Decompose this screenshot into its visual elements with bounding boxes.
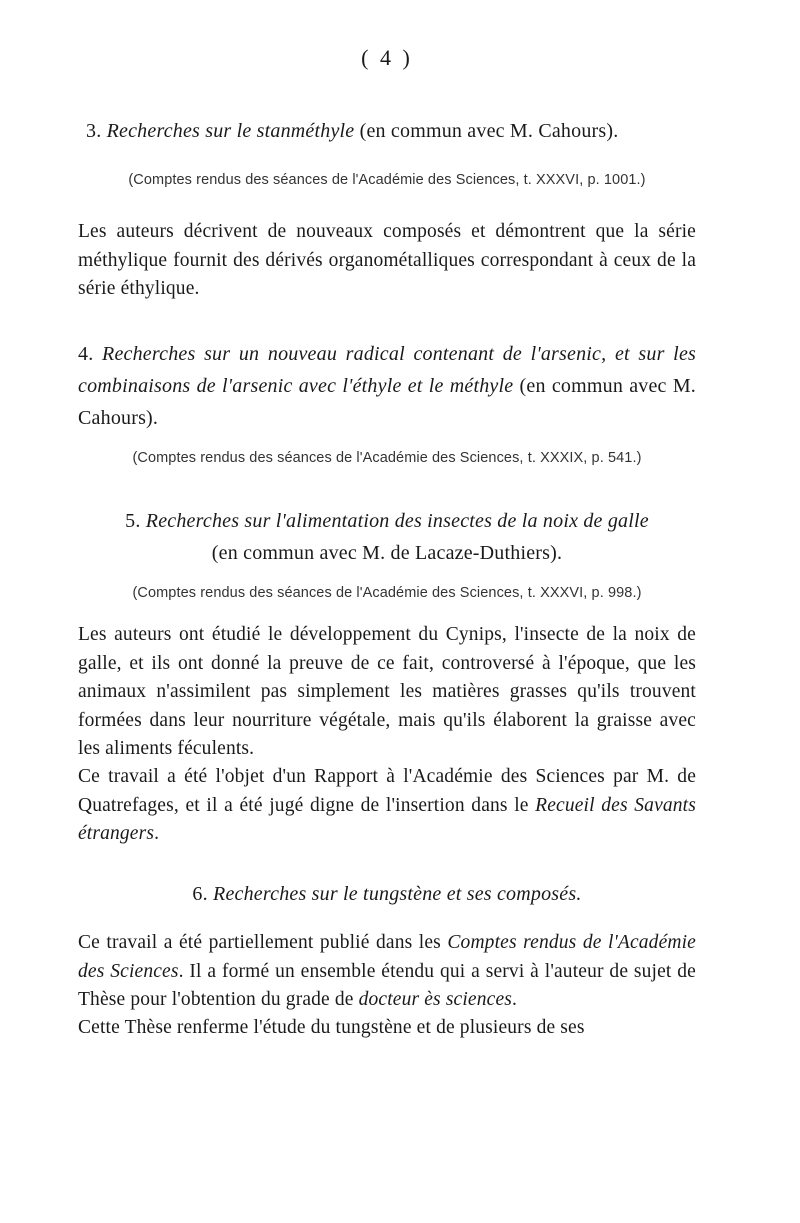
- document-page: [78, 0, 696, 1223]
- item-5-heading: [78, 505, 696, 569]
- item-6-description-2: Cette Thèse renferme l'étude du tungstène et de plusieurs de ses: [78, 1017, 585, 1038]
- item-3-title: Recherches sur le stanméthyle: [106, 120, 355, 142]
- item-6-description-c: .: [512, 989, 518, 1010]
- item-5-description-2-end: .: [154, 823, 160, 844]
- item-6-description-b: . Il a formé un ensemble étendu qui a servi à l'auteur de sujet de Thèse pour l'obtention du grade de: [78, 960, 696, 1010]
- item-5-description-2-text: Ce travail a été l'objet d'un Rapport à l'Académie des Sciences par M. de Quatrefages, et il a été jugé digne de l'insertion dans le: [78, 766, 696, 816]
- item-6-title: Recherches sur le tungstène et ses composés.: [213, 883, 582, 905]
- item-6-description: [78, 929, 696, 1015]
- item-5-description-2: [78, 763, 696, 849]
- item-4-heading: [78, 338, 696, 434]
- item-4-number: 4.: [78, 343, 94, 365]
- item-3-number: 3.: [86, 120, 102, 142]
- item-5-title: Recherches sur l'alimentation des insectes de la noix de galle: [145, 510, 649, 532]
- item-4-title: Recherches sur un nouveau radical contenant de l'arsenic, et sur les combinaisons de l'arsenic avec l'éthyle et le méthyle: [78, 343, 696, 397]
- item-5-suffix: (en commun avec M. de Lacaze-Duthiers).: [211, 542, 563, 564]
- item-3-description: Les auteurs décrivent de nouveaux composés et démontrent que la série méthylique fournit des dérivés organométalliques correspondant à ceux de la série éthylique.: [78, 221, 696, 299]
- item-6-number: 6.: [192, 883, 208, 905]
- item-6-degree: docteur ès sciences: [358, 989, 512, 1010]
- item-3-heading: [78, 115, 696, 147]
- item-5-reference: (Comptes rendus des séances de l'Académie des Sciences, t. XXXVI, p. 998.): [132, 585, 642, 601]
- item-6-description-a: Ce travail a été partiellement publié dans les: [78, 932, 441, 953]
- item-3-suffix: (en commun avec M. Cahours).: [359, 120, 619, 142]
- item-3-reference: (Comptes rendus des séances de l'Académie des Sciences, t. XXXVI, p. 1001.): [128, 172, 646, 188]
- item-5-collection-title: Recueil des Savants étrangers: [78, 794, 696, 844]
- item-6-heading: [78, 878, 696, 910]
- page-number: ( 4 ): [361, 45, 413, 70]
- item-5-description-1: Les auteurs ont étudié le développement du Cynips, l'insecte de la noix de galle, et ils ont donné la preuve de ce fait, controversé à l'époque, que les animaux n'assimilent pas simplement les matières grasses qu'ils trouvent formées dans leur nourriture végétale, mais qu'ils élaborent la graisse avec les aliments féculents.: [78, 624, 696, 759]
- item-5-number: 5.: [125, 510, 141, 532]
- item-4-reference: (Comptes rendus des séances de l'Académie des Sciences, t. XXXIX, p. 541.): [132, 450, 642, 466]
- item-6-journal-title: Comptes rendus de l'Académie des Sciences: [78, 932, 696, 982]
- item-4-suffix: (en commun avec M. Cahours).: [78, 375, 697, 429]
